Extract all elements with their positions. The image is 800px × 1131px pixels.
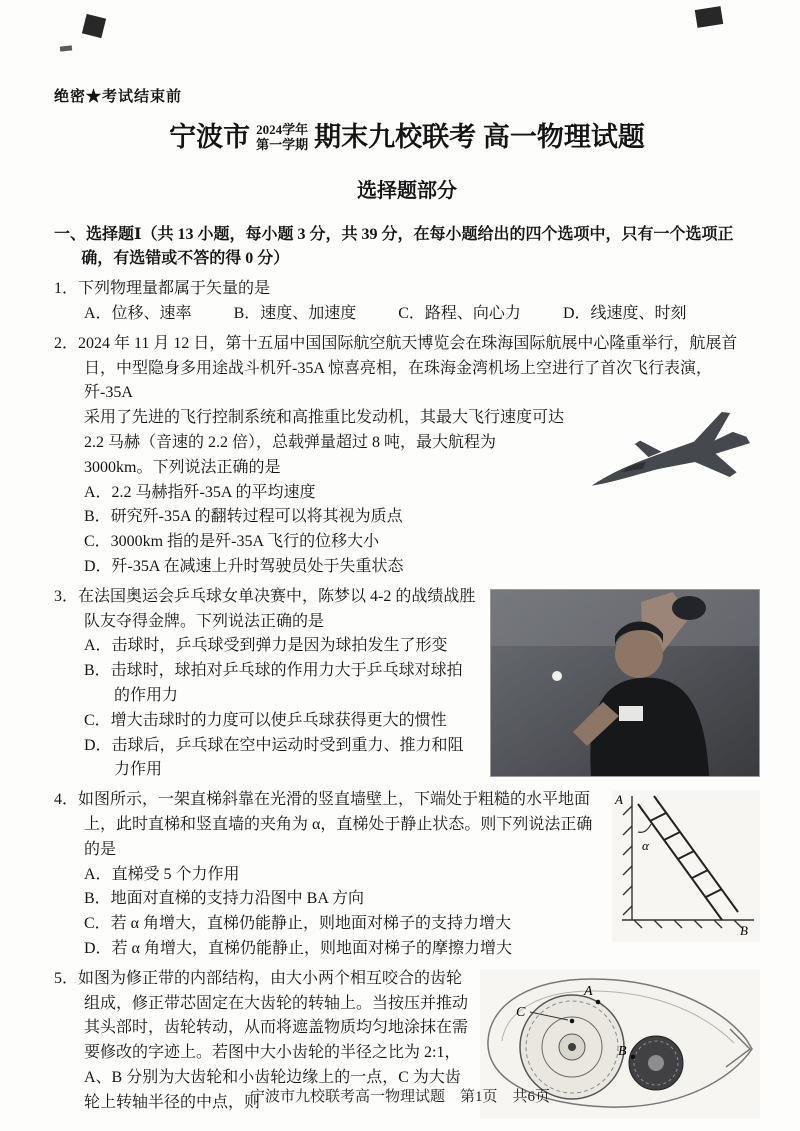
option-d: D．线速度、时刻 [562, 305, 687, 323]
question-4 [54, 788, 760, 962]
page-content [0, 86, 800, 1123]
question-5-stem-text: 如图为修正带的内部结构，由大小两个相互咬合的齿轮组成，修正带芯固定在大齿轮的转轴上。当按压并推动其头部时，齿轮转动，从而将遮盖物质均匀地涂抹在需要修改的字迹上。若图中大小齿轮的半径之比为 2:1，A、B 分别为大齿轮和小齿轮边缘上的一点，C 为大齿轮上转轴半径的中点，则 [78, 969, 469, 1111]
part1-instruction: 一、选择题Ⅰ（共 13 小题，每小题 3 分，共 39 分，在每小题给出的四个选项中，只有一个选项正确，有选错或不答的得 0 分） [54, 225, 734, 268]
exam-title-prefix: 宁波市 [169, 122, 251, 153]
question-3-number: 3． [54, 587, 79, 605]
question-2-stem-text: 2024 年 11 月 12 日，第十五届中国国际航空航天博览会在珠海国际航展中心隆重举行，航展首日，中型隐身多用途战斗机歼-35A 惊喜亮相，在珠海金湾机场上空进行了首次飞行表演，歼-35A [78, 334, 738, 402]
fighter-jet-image [580, 408, 760, 514]
figure-label-b: B [740, 923, 748, 939]
option-a: A．2.2 马赫指歼-35A 的平均速度 [84, 483, 316, 501]
question-1-stem [54, 277, 760, 302]
scan-mark-top-left [82, 14, 106, 38]
question-1-stem-text: 下列物理量都属于矢量的是 [78, 280, 271, 298]
figure-label-alpha: α [642, 838, 649, 854]
option-a: A．位移、速率 [84, 305, 192, 323]
figure-label-a: A [615, 792, 623, 808]
scan-mark-top-right [695, 6, 723, 28]
option-d: D．击球后，乒乓球在空中运动时受到重力、推力和阻力作用 [84, 736, 464, 779]
ladder-diagram-image [612, 790, 760, 942]
exam-term-semester: 第一学期 [256, 137, 309, 153]
question-4-number: 4． [54, 791, 79, 809]
figure-label-c: C [516, 1004, 526, 1020]
option-c: C．路程、向心力 [398, 305, 521, 323]
question-1-number: 1． [54, 280, 79, 298]
section-title: 选择题部分 [357, 179, 457, 202]
secrecy-notice: 绝密★考试结束前 [54, 89, 183, 105]
question-1 [54, 277, 760, 327]
question-2-stem [54, 332, 760, 406]
option-d: D．歼-35A 在减速上升时驾驶员处于失重状态 [84, 558, 404, 575]
question-2-stem-continued: 采用了先进的飞行控制系统和高推重比发动机，其最大飞行速度可达 2.2 马赫（音速的 2.2 倍），总载弹量超过 8 吨，最大航程为 3000km。下列说法正确的是 [84, 409, 565, 476]
figure-label-b: B [618, 1043, 627, 1059]
option-b: B．研究歼-35A 的翻转过程可以将其视为质点 [84, 508, 403, 526]
scan-mark-left [60, 45, 72, 51]
question-4-stem-text: 如图所示，一架直梯斜靠在光滑的竖直墙壁上，下端处于粗糙的水平地面上，此时直梯和竖直墙的夹角为 α，直梯处于静止状态。则下列说法正确的是 [78, 791, 593, 858]
table-tennis-photo [490, 589, 760, 777]
ladder-diagram [612, 790, 760, 942]
question-3 [54, 585, 760, 783]
question-2 [54, 332, 760, 580]
option-c: C．若 α 角增大，直梯仍能静止，则地面对梯子的支持力增大 [84, 915, 512, 933]
option-b: B．地面对直梯的支持力沿图中 BA 方向 [84, 890, 365, 908]
question-5-number: 5． [54, 969, 79, 987]
option-a: A．直梯受 5 个力作用 [84, 865, 240, 883]
exam-title-suffix: 期末九校联考 高一物理试题 [314, 122, 645, 153]
table-tennis-photo-image [491, 590, 759, 776]
exam-term-year: 2024学年 [256, 121, 309, 137]
option-b: B．击球时，球拍对乒乓球的作用力大于乒乓球对球拍的作用力 [84, 662, 463, 704]
option-b: B．速度、加速度 [233, 305, 357, 323]
option-c: C．增大击球时的力度可以使乒乓球获得更大的惯性 [84, 711, 447, 729]
option-a: A．击球时，乒乓球受到弹力是因为球拍发生了形变 [84, 637, 448, 655]
question-3-stem-text: 在法国奥运会乒乓球女单决赛中，陈梦以 4-2 的战绩战胜队友夺得金牌。下列说法正确的是 [78, 587, 476, 630]
question-1-options [54, 302, 760, 327]
question-2-number: 2． [54, 334, 79, 352]
option-c: C．3000km 指的是歼-35A 飞行的位移大小 [84, 533, 380, 551]
exam-term-stack [256, 122, 308, 153]
figure-label-a: A [584, 983, 593, 999]
option-d: D．若 α 角增大，直梯仍能静止，则地面对梯子的摩擦力增大 [84, 939, 512, 957]
exam-title [54, 121, 760, 153]
fighter-jet-icon [580, 408, 760, 514]
page-footer: 宁波市九校联考高一物理试题 第1页 共6页 [249, 1088, 550, 1105]
